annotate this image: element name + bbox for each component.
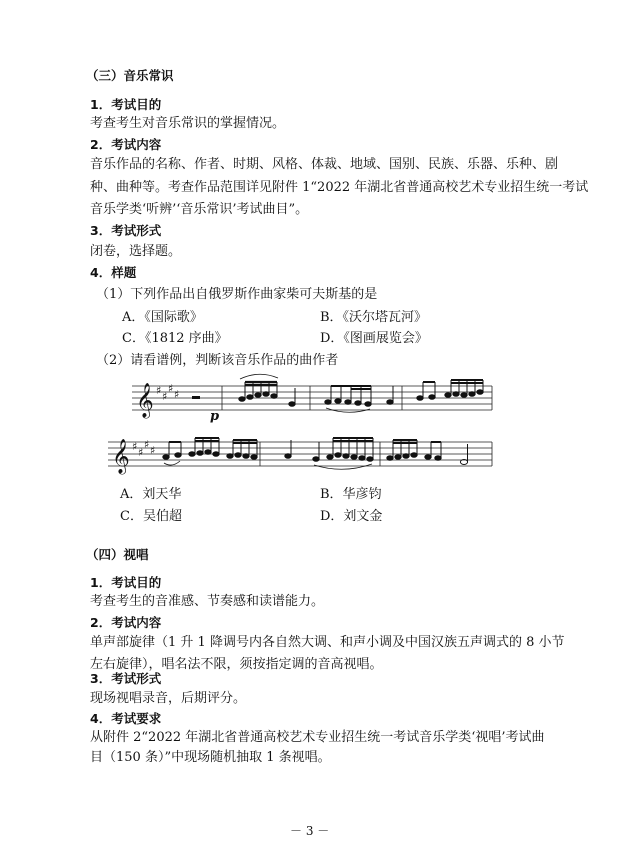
paragraph-exam-content-3: 音乐学类‘听辨’‘音乐常识’考试曲目”。 bbox=[90, 202, 309, 217]
paragraph-sight-requirements-2: 目（150 条）”中现场随机抽取 1 条视唱。 bbox=[90, 750, 331, 765]
q2-option-c: C．吴伯超 bbox=[120, 509, 182, 524]
paragraph-sight-content-1: 单声部旋律（1 升 1 降调号内各自然大调、和声小调及中国汉族五声调式的 8 小节 bbox=[90, 635, 565, 650]
heading-sight-content: 2．考试内容 bbox=[90, 615, 162, 630]
paragraph-exam-content-1: 音乐作品的名称、作者、时期、风格、体裁、地域、国别、民族、乐器、乐种、剧 bbox=[90, 157, 559, 172]
heading-sight-requirements: 4．考试要求 bbox=[90, 711, 162, 726]
treble-clef-icon: 𝄞 bbox=[136, 383, 154, 418]
paragraph-sight-requirements-1: 从附件 2“2022 年湖北省普通高校艺术专业招生统一考试音乐学类‘视唱’考试曲 bbox=[90, 730, 545, 745]
heading-exam-form: 3．考试形式 bbox=[90, 223, 162, 238]
svg-text:♯: ♯ bbox=[168, 382, 174, 395]
paragraph-exam-purpose: 考查考生对音乐常识的掌握情况。 bbox=[90, 116, 286, 131]
section-title-sight-singing: （四）视唱 bbox=[86, 547, 149, 562]
svg-text:♯: ♯ bbox=[132, 440, 138, 453]
paragraph-sight-purpose: 考查考生的音准感、节奏感和读谱能力。 bbox=[90, 594, 325, 609]
heading-sight-form: 3．考试形式 bbox=[90, 671, 162, 686]
svg-text:♯: ♯ bbox=[144, 438, 150, 451]
q1-option-a: A．《国际歌》 bbox=[122, 310, 203, 325]
music-score-staff-1 bbox=[132, 372, 494, 426]
heading-sight-purpose: 1．考试目的 bbox=[90, 575, 162, 590]
heading-sample-questions: 4．样题 bbox=[90, 265, 137, 280]
q1-option-b: B．《沃尔塔瓦河》 bbox=[320, 310, 428, 325]
heading-exam-purpose: 1．考试目的 bbox=[90, 97, 162, 112]
svg-text:♯: ♯ bbox=[174, 388, 180, 401]
q2-option-d: D．刘文金 bbox=[320, 509, 383, 524]
q1-option-d: D．《图画展览会》 bbox=[320, 331, 428, 346]
paragraph-exam-content-2: 种、曲种等。考查作品范围详见附件 1“2022 年湖北省普通高校艺术专业招生统一考试 bbox=[90, 180, 589, 195]
svg-text:♯: ♯ bbox=[138, 446, 144, 459]
music-score-staff-2 bbox=[108, 430, 494, 480]
paragraph-exam-form: 闭卷，选择题。 bbox=[90, 244, 182, 259]
paragraph-sight-content-2: 左右旋律），唱名法不限，须按指定调的音高视唱。 bbox=[90, 657, 383, 672]
paragraph-sight-form: 现场视唱录音，后期评分。 bbox=[90, 691, 247, 706]
dynamic-marking: p bbox=[210, 409, 220, 424]
question-2: （2）请看谱例，判断该音乐作品的曲作者 bbox=[96, 353, 339, 368]
q2-option-b: B．华彦钧 bbox=[320, 487, 382, 502]
svg-text:♯: ♯ bbox=[162, 390, 168, 403]
q1-option-c: C．《1812 序曲》 bbox=[122, 331, 228, 346]
section-title-music-knowledge: （三）音乐常识 bbox=[86, 68, 174, 83]
page-number: － 3 － bbox=[290, 824, 330, 838]
svg-text:♯: ♯ bbox=[150, 444, 156, 457]
heading-exam-content: 2．考试内容 bbox=[90, 137, 162, 152]
svg-text:♯: ♯ bbox=[156, 384, 162, 397]
question-1: （1）下列作品出自俄罗斯作曲家柴可夫斯基的是 bbox=[96, 287, 378, 302]
treble-clef-icon: 𝄞 bbox=[112, 439, 130, 474]
q2-option-a: A．刘天华 bbox=[120, 487, 182, 502]
